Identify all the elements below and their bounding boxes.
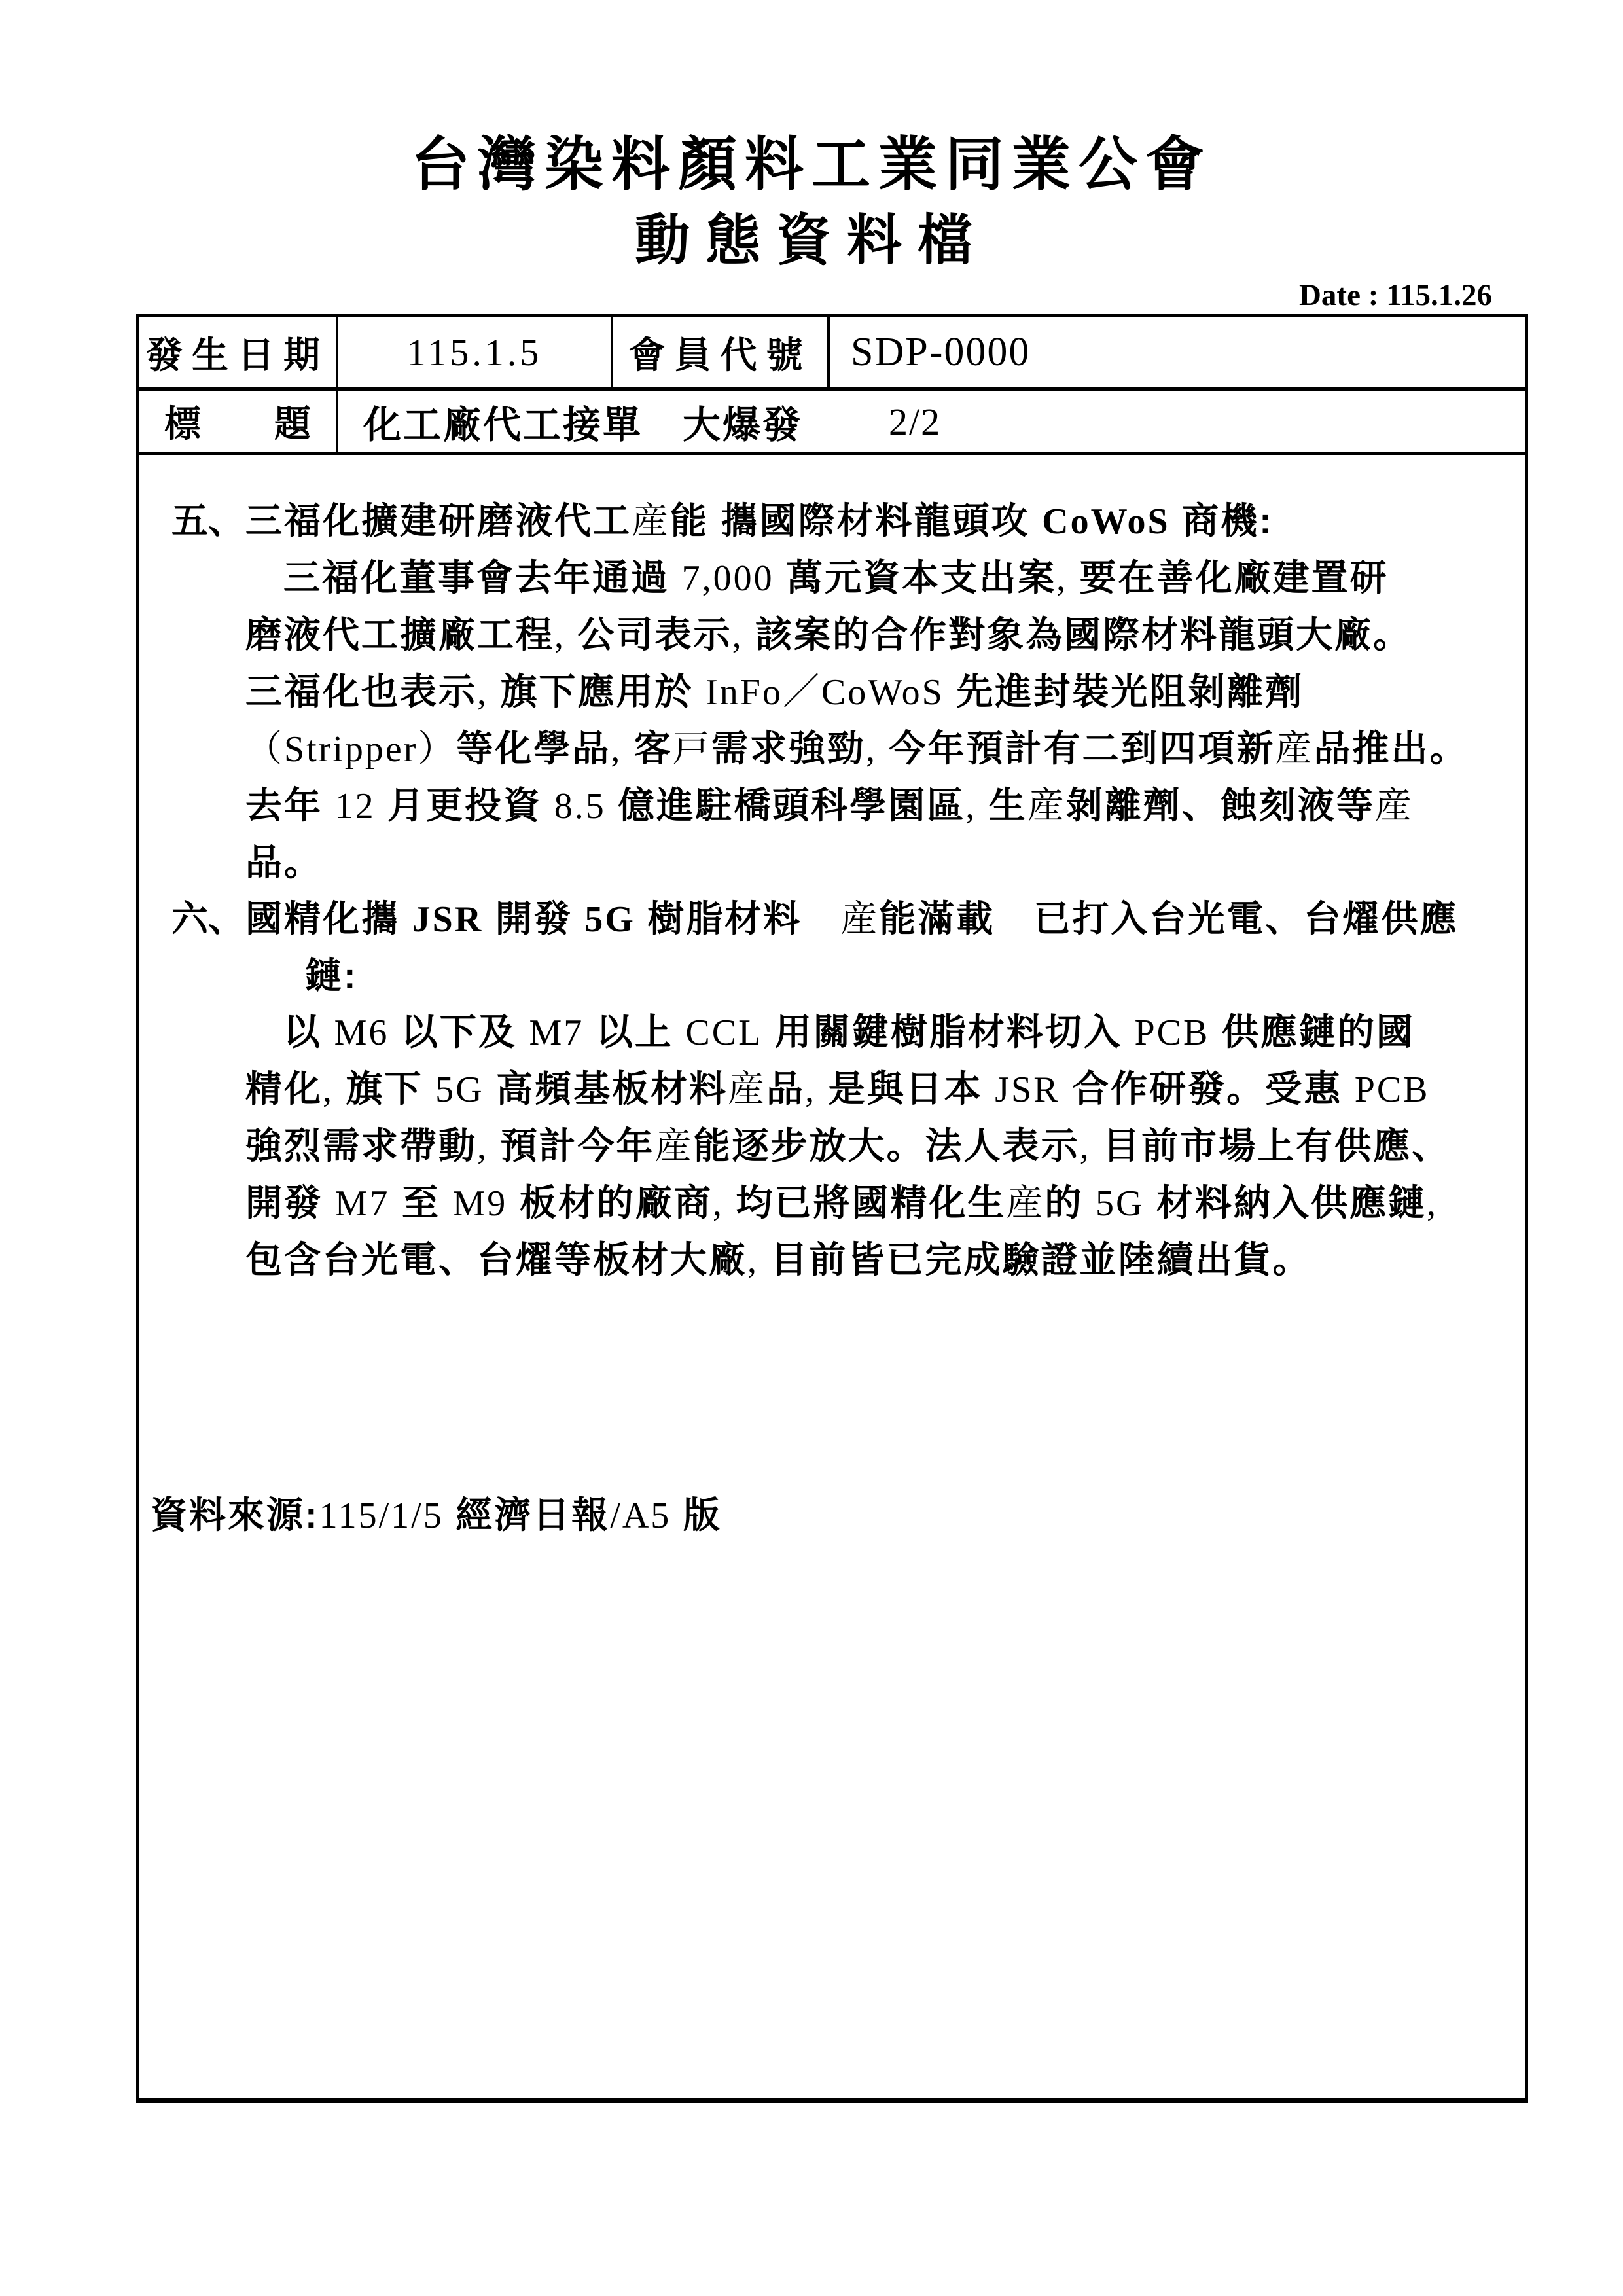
body-line xyxy=(245,721,1527,778)
body-line-text: 三福化擴建研磨液代工産能 攜國際材料龍頭攻 CoWoS 商機: xyxy=(245,500,1274,542)
body-line xyxy=(245,1004,1527,1061)
body-line-text: （Stripper）等化學品, 客戸需求強勁, 今年預計有二到四項新産品推出。 xyxy=(245,728,1469,770)
body-line-text: 強烈需求帶動, 預計今年産能逐步放大。法人表示, 目前市場上有供應、 xyxy=(245,1125,1451,1167)
occurrence-date-label: 發生日期 xyxy=(139,317,338,387)
subject-label: 標 題 xyxy=(139,391,338,452)
body-line xyxy=(171,493,1527,550)
body-lines xyxy=(139,493,1527,1289)
section-number-label: 六、 xyxy=(171,898,245,939)
body-line xyxy=(245,1175,1527,1232)
document-type-title: 動態資料檔 xyxy=(634,209,988,271)
body-line-text: 包含台光電、台燿等板材大廠, 目前皆已完成驗證並陸續出貨。 xyxy=(245,1239,1311,1281)
body-line-text: 三福化也表示, 旗下應用於 InFo／CoWoS 先進封裝光阻剝離劑 xyxy=(245,671,1304,713)
body-line xyxy=(305,948,1527,1004)
member-code-value: SDP-0000 xyxy=(851,330,1031,374)
body-line xyxy=(245,1061,1527,1118)
table-row-subject xyxy=(139,391,1525,455)
source-reference: 資料來源:115/1/5 經濟日報/A5 版 xyxy=(151,1494,722,1536)
body-line-text: 去年 12 月更投資 8.5 億進駐橋頭科學園區, 生産剝離劑、蝕刻液等産 xyxy=(245,785,1414,827)
body-line-text: 精化, 旗下 5G 高頻基板材料産品, 是與日本 JSR 合作研發。受惠 PCB xyxy=(245,1068,1430,1110)
member-code-label: 會員代號 xyxy=(613,317,830,387)
body-line-text: 國精化攜 JSR 開發 5G 樹脂材料 産能滿載 已打入台光電、台燿供應 xyxy=(245,898,1459,940)
subject-value xyxy=(338,391,1525,452)
table-row-occurrence xyxy=(139,317,1525,391)
body-line-text: 鏈: xyxy=(305,955,358,996)
section-number-label: 五、 xyxy=(171,500,245,541)
body-line xyxy=(245,607,1527,664)
body-line xyxy=(245,1232,1527,1289)
body-line xyxy=(245,834,1527,891)
occurrence-date-value: 115.1.5 xyxy=(338,317,613,387)
body-line-text: 以 M6 以下及 M7 以上 CCL 用關鍵樹脂材料切入 PCB 供應鏈的國 xyxy=(283,1011,1415,1053)
date-label: Date : 115.1.26 xyxy=(1298,278,1492,312)
body-line-text: 開發 M7 至 M9 板材的廠商, 均已將國精化生産的 5G 材料納入供應鏈, xyxy=(245,1182,1438,1224)
body-line-text: 品。 xyxy=(245,842,323,883)
body-line xyxy=(245,778,1527,834)
association-title: 台灣染料顏料工業同業公會 xyxy=(411,132,1212,198)
body-line xyxy=(171,891,1527,948)
body-line xyxy=(245,664,1527,721)
body-line-text: 磨液代工擴廠工程, 公司表示, 該案的合作對象為國際材料龍頭大廠。 xyxy=(245,614,1412,656)
body-line xyxy=(245,1118,1527,1175)
body-line xyxy=(245,550,1527,607)
body-line-text: 三福化董事會去年通過 7,000 萬元資本支出案, 要在善化廠建置研 xyxy=(283,557,1389,599)
page-indicator: 2/2 xyxy=(889,400,942,443)
subject-title-text: 化工廠代工接單 大爆發 xyxy=(363,404,803,446)
